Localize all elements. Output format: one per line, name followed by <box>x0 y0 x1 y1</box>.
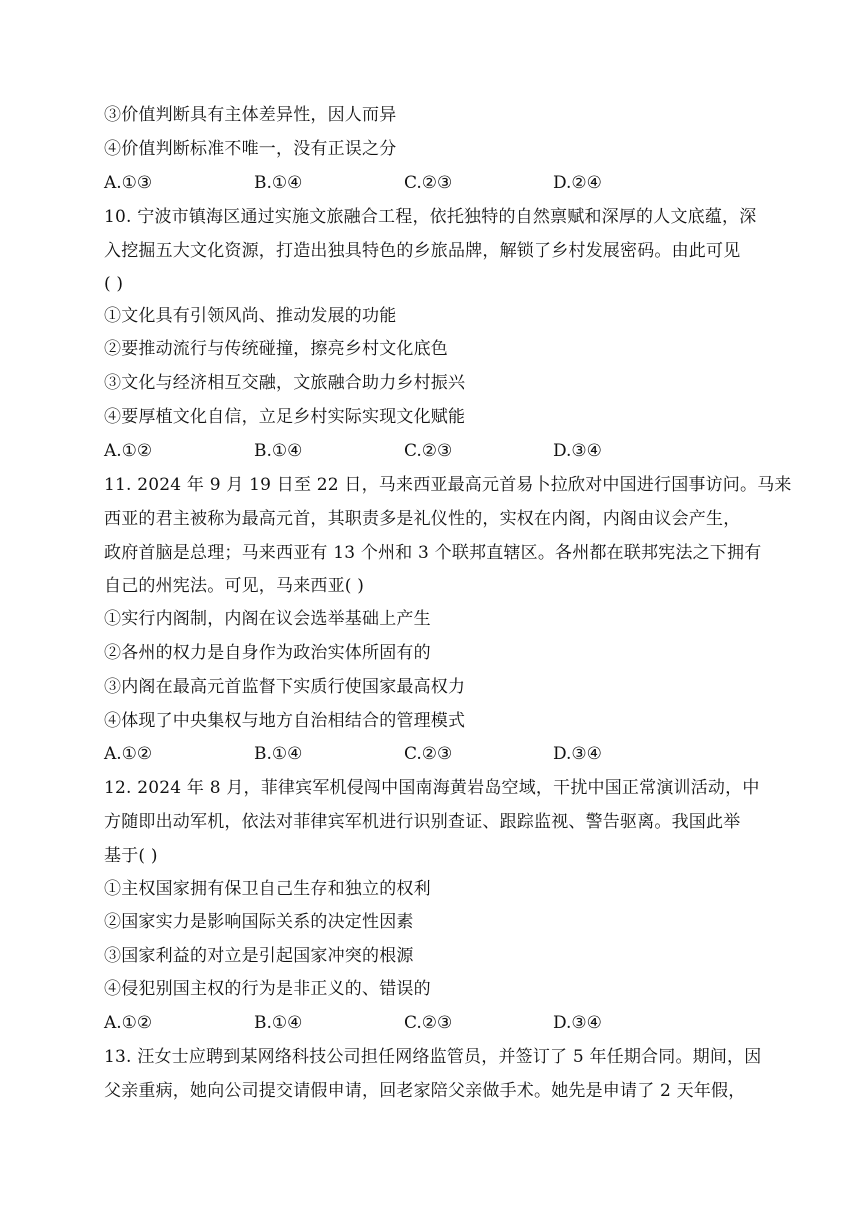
q11-option-a: A.①② <box>104 744 153 764</box>
q9-statement-3: ③价值判断具有主体差异性，因人而异 <box>104 105 397 125</box>
q9-option-a: A.①③ <box>104 173 153 193</box>
q10-option-b: B.①④ <box>254 441 303 461</box>
q12-options <box>104 1012 764 1034</box>
q10-options <box>104 440 764 462</box>
q11-stem-line-2: 西亚的君主被称为最高元首，其职责多是礼仪性的，实权在内阁，内阁由议会产生， <box>104 509 741 529</box>
q9-option-c: C.②③ <box>404 173 453 193</box>
q10-option-c: C.②③ <box>404 441 453 461</box>
q12-option-a: A.①② <box>104 1013 153 1033</box>
q11-stem-line-4: 自己的州宪法。可见，马来西亚( ) <box>104 576 365 596</box>
q11-statement-2: ②各州的权力是自身作为政治实体所固有的 <box>104 643 431 663</box>
q10-stem-line-3: ( ) <box>104 274 124 294</box>
q10-option-a: A.①② <box>104 441 153 461</box>
q11-options <box>104 743 764 765</box>
q10-stem-line-1: 10. 宁波市镇海区通过实施文旅融合工程，依托独特的自然禀赋和深厚的人文底蕴，深 <box>104 207 757 227</box>
q11-statement-1: ①实行内阁制，内阁在议会选举基础上产生 <box>104 609 431 629</box>
q12-option-b: B.①④ <box>254 1013 303 1033</box>
q12-stem-line-3: 基于( ) <box>104 846 158 866</box>
q11-option-d: D.③④ <box>553 744 602 764</box>
q11-statement-4: ④体现了中央集权与地方自治相结合的管理模式 <box>104 711 466 731</box>
q11-stem-line-1: 11. 2024 年 9 月 19 日至 22 日，马来西亚最高元首易卜拉欣对中国进行国事访问。马来 <box>104 475 792 495</box>
q9-option-b: B.①④ <box>254 173 303 193</box>
q12-stem-line-1: 12. 2024 年 8 月，菲律宾军机侵闯中国南海黄岩岛空域，干扰中国正常演训活动，中 <box>104 778 760 798</box>
q12-statement-4: ④侵犯别国主权的行为是非正义的、错误的 <box>104 979 431 999</box>
q11-option-c: C.②③ <box>404 744 453 764</box>
q12-statement-2: ②国家实力是影响国际关系的决定性因素 <box>104 912 414 932</box>
q11-option-b: B.①④ <box>254 744 303 764</box>
q13-stem-line-2: 父亲重病，她向公司提交请假申请，回老家陪父亲做手术。她先是申请了 2 天年假， <box>104 1081 746 1101</box>
q12-statement-1: ①主权国家拥有保卫自己生存和独立的权利 <box>104 879 431 899</box>
q10-statement-1: ①文化具有引领风尚、推动发展的功能 <box>104 306 397 326</box>
q12-statement-3: ③国家利益的对立是引起国家冲突的根源 <box>104 946 414 966</box>
q10-statement-2: ②要推动流行与传统碰撞，擦亮乡村文化底色 <box>104 339 448 359</box>
q12-stem-line-2: 方随即出动军机，依法对菲律宾军机进行识别查证、跟踪监视、警告驱离。我国此举 <box>104 812 741 832</box>
q10-statement-3: ③文化与经济相互交融，文旅融合助力乡村振兴 <box>104 373 466 393</box>
q9-options <box>104 172 764 194</box>
q9-statement-4: ④价值判断标准不唯一，没有正误之分 <box>104 139 397 159</box>
q13-stem-line-1: 13. 汪女士应聘到某网络科技公司担任网络监管员，并签订了 5 年任期合同。期间，因 <box>104 1047 762 1067</box>
q9-option-d: D.②④ <box>553 173 602 193</box>
q10-option-d: D.③④ <box>553 441 602 461</box>
q10-statement-4: ④要厚植文化自信，立足乡村实际实现文化赋能 <box>104 407 466 427</box>
q12-option-d: D.③④ <box>553 1013 602 1033</box>
q11-statement-3: ③内阁在最高元首监督下实质行使国家最高权力 <box>104 677 466 697</box>
q12-option-c: C.②③ <box>404 1013 453 1033</box>
q10-stem-line-2: 入挖掘五大文化资源，打造出独具特色的乡旅品牌，解锁了乡村发展密码。由此可见 <box>104 241 741 261</box>
q11-stem-line-3: 政府首脑是总理；马来西亚有 13 个州和 3 个联邦直辖区。各州都在联邦宪法之下拥有 <box>104 543 762 563</box>
